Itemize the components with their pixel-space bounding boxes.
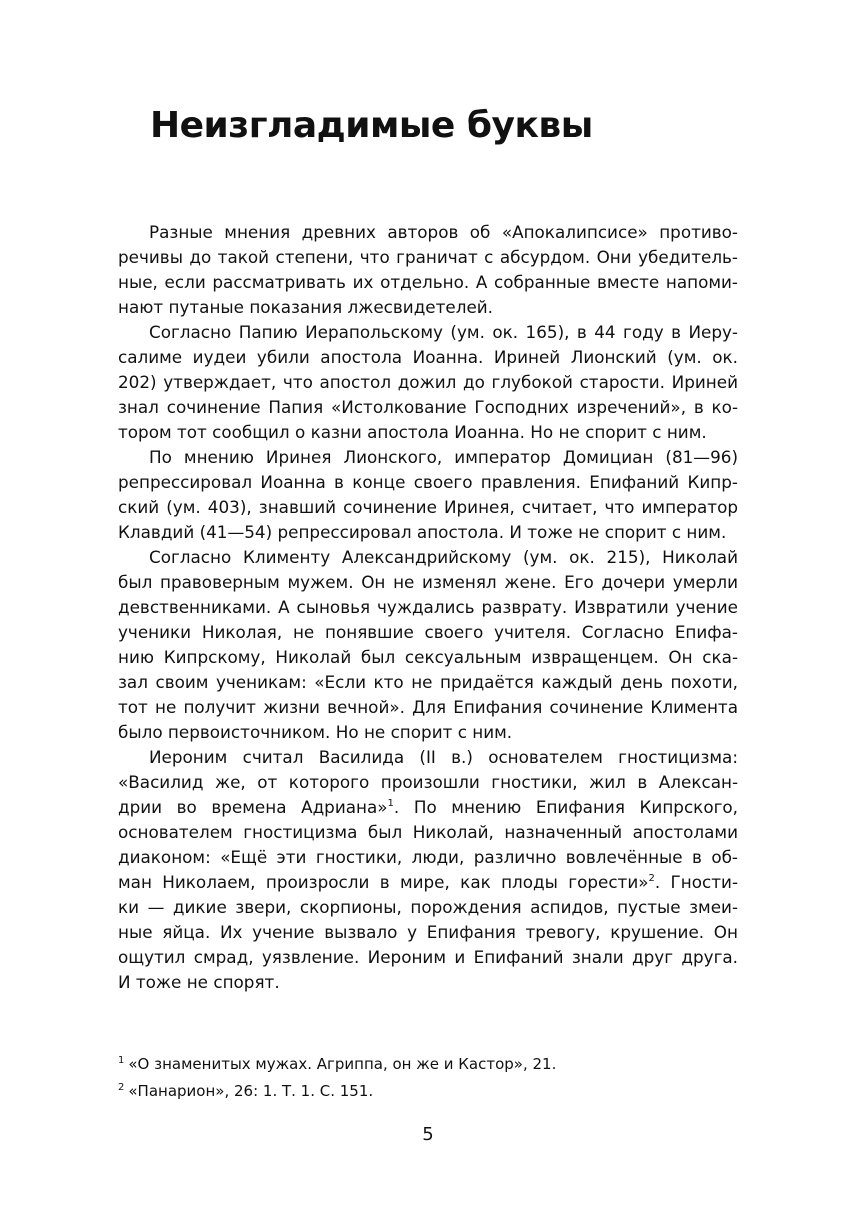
text-line: 202) утверждает, что апостол дожил до глубокой старости. Ириней: [118, 372, 738, 392]
text-line: речивы до такой степени, что граничат с абсурдом. Они убедитель-: [118, 247, 738, 267]
text-line: основателем гностицизма был Николай, назначенный апостолами: [118, 822, 738, 842]
text-line: ные яйца. Их учение вызвало у Епифания тревогу, крушение. Он: [118, 922, 738, 942]
text-line: По мнению Иринея Лионского, император Домициан (81—96): [149, 447, 738, 467]
text-fragment: ман Николаем, произросли в мире, как плоды горести»: [118, 872, 649, 892]
footnote-item: [118, 1074, 738, 1101]
text-fragment: . По мнению Епифания Кипрского,: [393, 797, 738, 817]
text-line: ученики Николая, не понявшие своего учителя. Согласно Епифа-: [118, 622, 738, 642]
text-fragment: дрии во времена Адриана»: [118, 797, 388, 817]
text-line: ский (ум. 403), знавший сочинение Иринея, считает, что император: [118, 497, 738, 517]
footnote-text: «Панарион», 26: 1. Т. 1. С. 151.: [128, 1082, 374, 1100]
text-line: был правоверным мужем. Он не изменял жене. Его дочери умерли: [118, 572, 738, 592]
text-line: диаконом: «Ещё эти гностики, люди, различно вовлечённые в об-: [118, 847, 738, 867]
text-line: «Василид же, от которого произошли гностики, жил в Алексан-: [118, 772, 738, 792]
text-fragment: . Гности-: [654, 872, 738, 892]
text-line: нию Кипрскому, Николай был сексуальным извращенцем. Он ска-: [118, 647, 738, 667]
text-line: Иероним считал Василида (II в.) основателем гностицизма:: [149, 747, 738, 767]
text-line: знал сочинение Папия «Истолкование Господних изречений», в ко-: [118, 397, 738, 417]
footnote-text: «О знаменитых мужах. Агриппа, он же и Кастор», 21.: [128, 1055, 557, 1073]
text-line: было первоисточником. Но не спорит с ним.: [118, 722, 513, 742]
footnote-number: 1: [118, 1055, 125, 1066]
text-line: [118, 870, 738, 895]
text-line: Согласно Клименту Александрийскому (ум. ок. 215), Николай: [149, 547, 738, 567]
text-line: [118, 795, 738, 820]
chapter-body: [118, 220, 738, 995]
text-line: Клавдий (41—54) репрессировал апостола. И тоже не спорит с ним.: [118, 522, 727, 542]
page-number: 5: [422, 1124, 434, 1145]
text-line: тором тот сообщил о казни апостола Иоанна. Но не спорит с ним.: [118, 422, 707, 442]
footnote-item: [118, 1047, 738, 1074]
text-line: Разные мнения древних авторов об «Апокалипсисе» противо-: [149, 222, 738, 242]
text-line: нают путаные показания лжесвидетелей.: [118, 297, 494, 317]
text-line: ощутил смрад, уязвление. Иероним и Епифаний знали друг друга.: [118, 947, 738, 967]
text-line: салиме иудеи убили апостола Иоанна. Ириней Лионский (ум. ок.: [118, 347, 738, 367]
footnotes: [118, 1047, 738, 1101]
text-line: ки — дикие звери, скорпионы, порождения аспидов, пустые змеи-: [118, 897, 738, 917]
text-line: репрессировал Иоанна в конце своего правления. Епифаний Кипр-: [118, 472, 738, 492]
text-line: тот не получит жизни вечной». Для Епифания сочинение Климента: [118, 697, 738, 717]
text-line: девственниками. А сыновья чуждались разврату. Извратили учение: [118, 597, 738, 617]
text-line: ные, если рассматривать их отдельно. А собранные вместе напоми-: [118, 272, 738, 292]
footnote-ref[interactable]: 2: [648, 873, 655, 884]
footnote-ref[interactable]: 1: [387, 798, 394, 809]
text-line: И тоже не спорят.: [118, 972, 280, 992]
chapter-title: Неизгладимые буквы: [150, 105, 593, 146]
text-line: зал своим ученикам: «Если кто не придаётся каждый день похоти,: [118, 672, 738, 692]
footnote-number: 2: [118, 1082, 125, 1093]
text-line: Согласно Папию Иерапольскому (ум. ок. 165), в 44 году в Иеру-: [149, 322, 738, 342]
